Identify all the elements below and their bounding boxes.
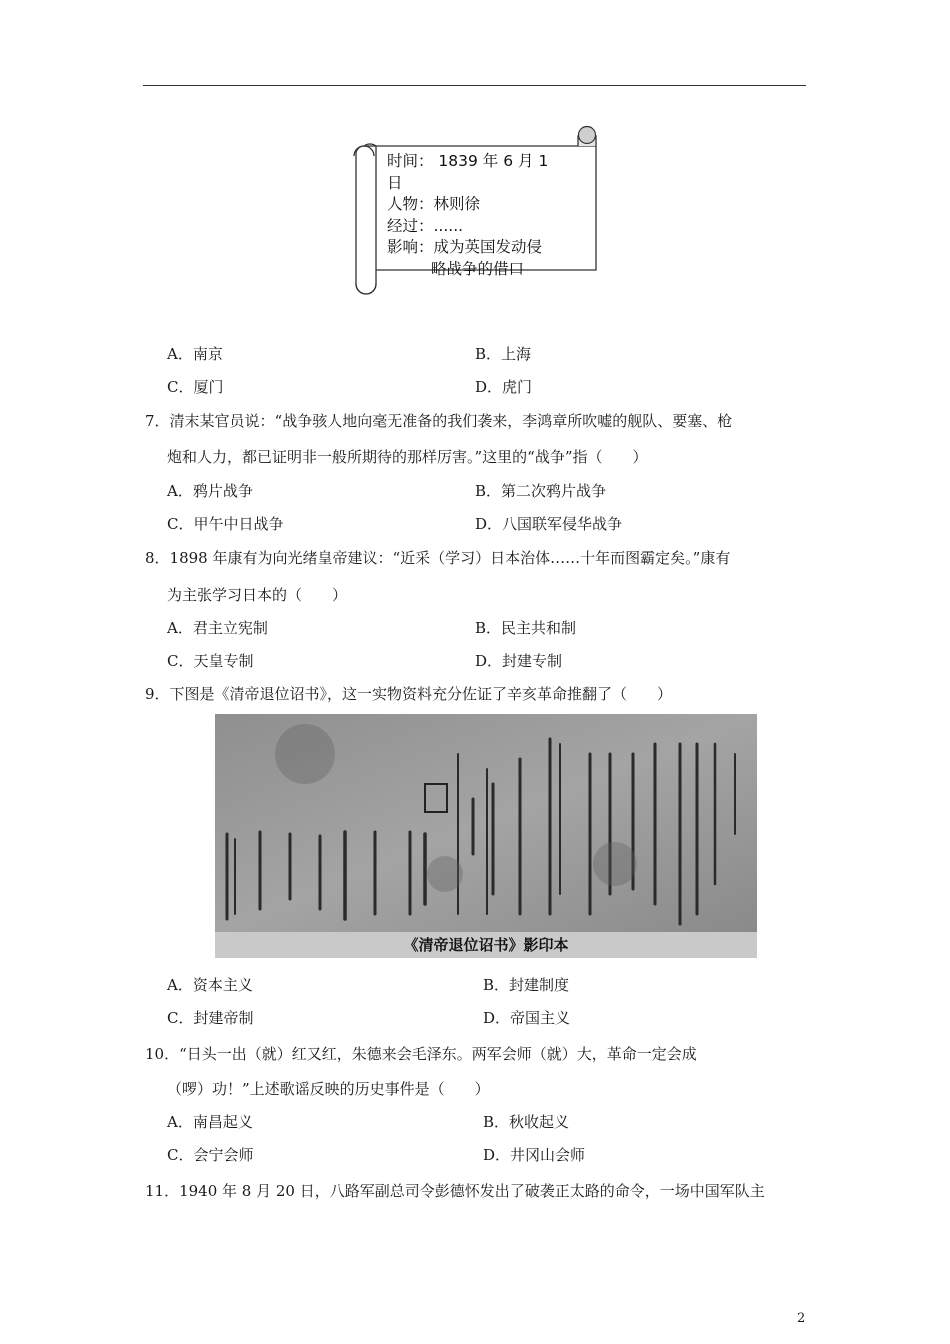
q8-option-a[interactable]: A．君主立宪制 [167,619,268,637]
q7-option-c[interactable]: C．甲午中日战争 [167,515,284,533]
scroll-time: 时间： 1839 年 6 月 1 [387,152,549,170]
q8-option-c[interactable]: C．天皇专制 [167,652,254,670]
q7-stem-line1: 7．清末某官员说：“战争骇人地向毫无准备的我们袭来，李鸿章所吹嘘的舰队、要塞、枪 [145,412,733,430]
q6-option-b[interactable]: B．上海 [475,345,532,363]
q11-stem-line1: 11．1940 年 8 月 20 日，八路军副总司令彭德怀发出了破袭正太路的命令，一场中国军队主 [145,1182,765,1200]
q10-stem-line2: （啰）功！”上述歌谣反映的历史事件是（ ） [167,1080,490,1098]
q10-option-c[interactable]: C．会宁会师 [167,1146,254,1164]
scroll-text [387,151,567,280]
q10-option-b[interactable]: B．秋收起义 [483,1113,570,1131]
q6-option-d[interactable]: D．虎门 [475,378,533,396]
q7-option-d[interactable]: D．八国联军侵华战争 [475,515,623,533]
q8-stem-line1: 8．1898 年康有为向光绪皇帝建议：“近采（学习）日本治体……十年而图霸定矣。”康有 [145,549,731,567]
q9-option-d[interactable]: D．帝国主义 [483,1009,571,1027]
scroll-process: 经过：...... [387,216,464,235]
q8-option-d[interactable]: D．封建专制 [475,652,563,670]
photo-caption: 《清帝退位诏书》影印本 [215,932,757,958]
q8-option-b[interactable]: B．民主共和制 [475,619,577,637]
q9-option-a[interactable]: A．资本主义 [167,976,253,994]
header-rule [143,85,806,86]
q8-stem-line2: 为主张学习日本的（ ） [167,586,348,604]
q10-option-d[interactable]: D．井冈山会师 [483,1146,586,1164]
q10-stem-line1: 10．“日头一出（就）红又红，朱德来会毛泽东。两军会师（就）大，革命一定会成 [145,1045,697,1063]
scroll-time-cont: 日 [387,173,403,192]
q6-option-a[interactable]: A．南京 [167,345,223,363]
q7-stem-line2: 炮和人力，都已证明非一般所期待的那样厉害。”这里的“战争”指（ ） [167,448,648,466]
scroll-person: 人物：林则徐 [387,195,481,213]
q9-option-b[interactable]: B．封建制度 [483,976,570,994]
scroll-impact-cont: 略战争的借口 [431,259,525,278]
q10-option-a[interactable]: A．南昌起义 [167,1113,253,1131]
q6-option-c[interactable]: C．厦门 [167,378,224,396]
scroll-impact: 影响：成为英国发动侵 [387,238,543,256]
q9-option-c[interactable]: C．封建帝制 [167,1009,254,1027]
q7-option-a[interactable]: A．鸦片战争 [167,482,253,500]
q9-stem-line1: 9．下图是《清帝退位诏书》，这一实物资料充分佐证了辛亥革命推翻了（ ） [145,685,673,703]
abdication-edict-photo [215,714,757,958]
page-number: 2 [797,1311,806,1326]
q7-option-b[interactable]: B．第二次鸦片战争 [475,482,607,500]
edict-image [215,714,757,932]
